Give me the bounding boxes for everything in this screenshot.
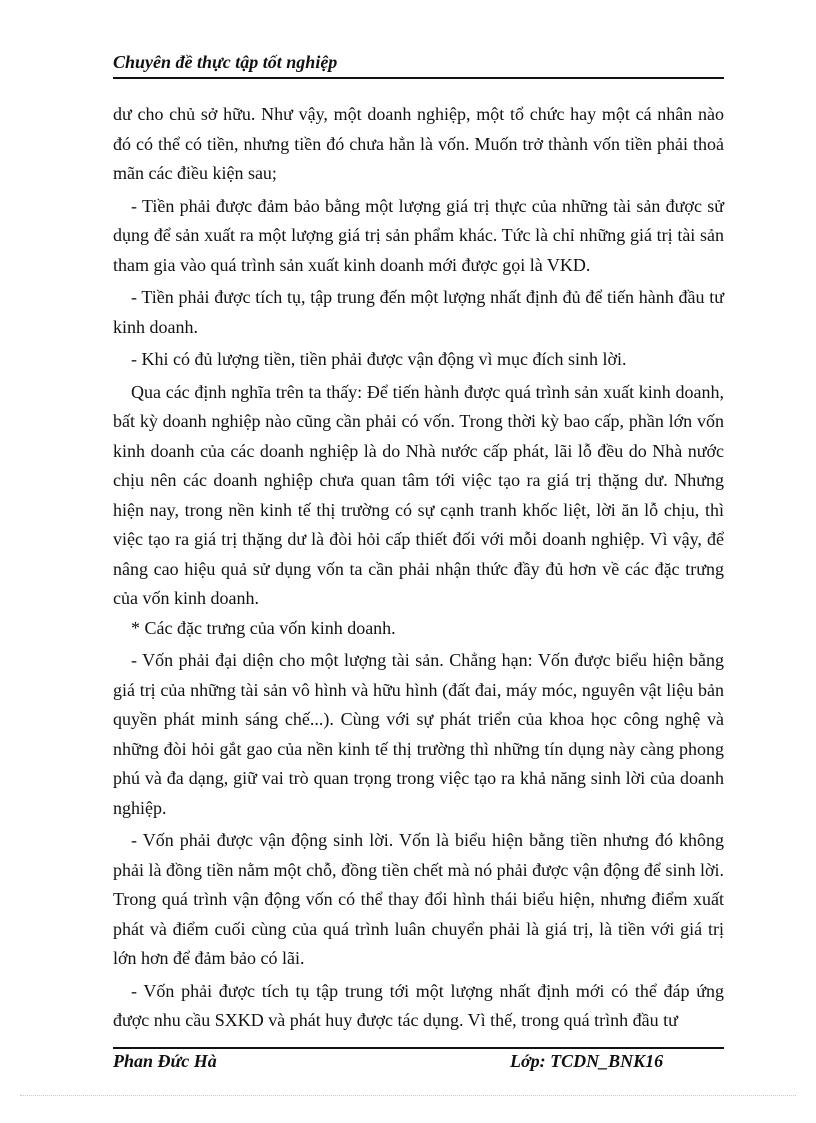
footer-author: Phan Đức Hà [113, 1051, 217, 1071]
paragraph-3: - Tiền phải được tích tụ, tập trung đến một lượng nhất định đủ để tiến hành đầu tư kinh doanh. [113, 287, 724, 337]
paragraph-9: - Vốn phải được tích tụ tập trung tới một lượng nhất định mới có thể đáp ứng được nhu cầu SXKD và phát huy được tác dụng. Vì thế, trong quá trình đầu tư [113, 980, 724, 1030]
paragraph-5: Qua các định nghĩa trên ta thấy: Để tiến hành được quá trình sản xuất kinh doanh, bất kỳ doanh nghiệp nào cũng cần phải có vốn. Trong thời kỳ bao cấp, phần lớn vốn kinh doanh của các doanh nghiệp là do Nhà nước cấp phát, lãi lỗ đều do Nhà nước chịu nên các doanh nghiệp chưa quan tâm tới việc tạo ra giá trị thặng dư. Nhưng hiện nay, trong nền kinh tế thị trường có sự cạnh tranh khốc liệt, lời ăn lỗ chịu, thì việc tạo ra giá trị thặng dư là đòi hỏi cấp thiết đối với mỗi doanh nghiệp. Vì vậy, để nâng cao hiệu quả sử dụng vốn ta cần phải nhận thức đầy đủ hơn về các đặc trưng của vốn kinh doanh. [113, 381, 724, 608]
document-body [113, 100, 724, 1036]
paragraph-2: - Tiền phải được đảm bảo bằng một lượng giá trị thực của những tài sản được sử dụng để sản xuất ra một lượng giá trị sản phẩm khác. Tức là chỉ những giá trị tài sản tham gia vào quá trình sản xuất kinh doanh mới được gọi là VKD. [113, 195, 724, 275]
paragraph-4: - Khi có đủ lượng tiền, tiền phải được vận động vì mục đích sinh lời. [131, 349, 627, 369]
page-break-line [20, 1095, 796, 1096]
paragraph-1: dư cho chủ sở hữu. Như vậy, một doanh nghiệp, một tổ chức hay một cá nhân nào đó có thể có tiền, nhưng tiền đó chưa hẳn là vốn. Muốn trở thành vốn tiền phải thoả mãn các điều kiện sau; [113, 104, 724, 183]
footer-class: Lớp: TCDN_BNK16 [510, 1051, 664, 1071]
header-title: Chuyên đề thực tập tốt nghiệp [113, 52, 338, 72]
paragraph-6: * Các đặc trưng của vốn kinh doanh. [131, 617, 396, 638]
paragraph-7: - Vốn phải đại diện cho một lượng tài sản. Chẳng hạn: Vốn được biểu hiện bằng giá trị của những tài sản vô hình và hữu hình (đất đai, máy móc, nguyên vật liệu bản quyền phát minh sáng chế...). Cùng với sự phát triển của khoa học công nghệ và những đòi hỏi gắt gao của nền kinh tế thị trường thì những tín dụng này càng phong phú và đa dạng, giữ vai trò quan trọng trong việc tạo ra khả năng sinh lời của doanh nghiệp. [113, 650, 724, 818]
header-rule [113, 77, 724, 79]
paragraph-8: - Vốn phải được vận động sinh lời. Vốn là biểu hiện bằng tiền nhưng đó không phải là đồng tiền nằm một chỗ, đồng tiền chết mà nó phải được vận động để sinh lời. Trong quá trình vận động vốn có thể thay đổi hình thái biểu hiện, nhưng điểm xuất phát và điểm cuối cùng của quá trình luân chuyển phải là giá trị, là tiền với giá trị lớn hơn để đảm bảo có lãi. [113, 830, 724, 968]
footer-rule [113, 1047, 724, 1049]
